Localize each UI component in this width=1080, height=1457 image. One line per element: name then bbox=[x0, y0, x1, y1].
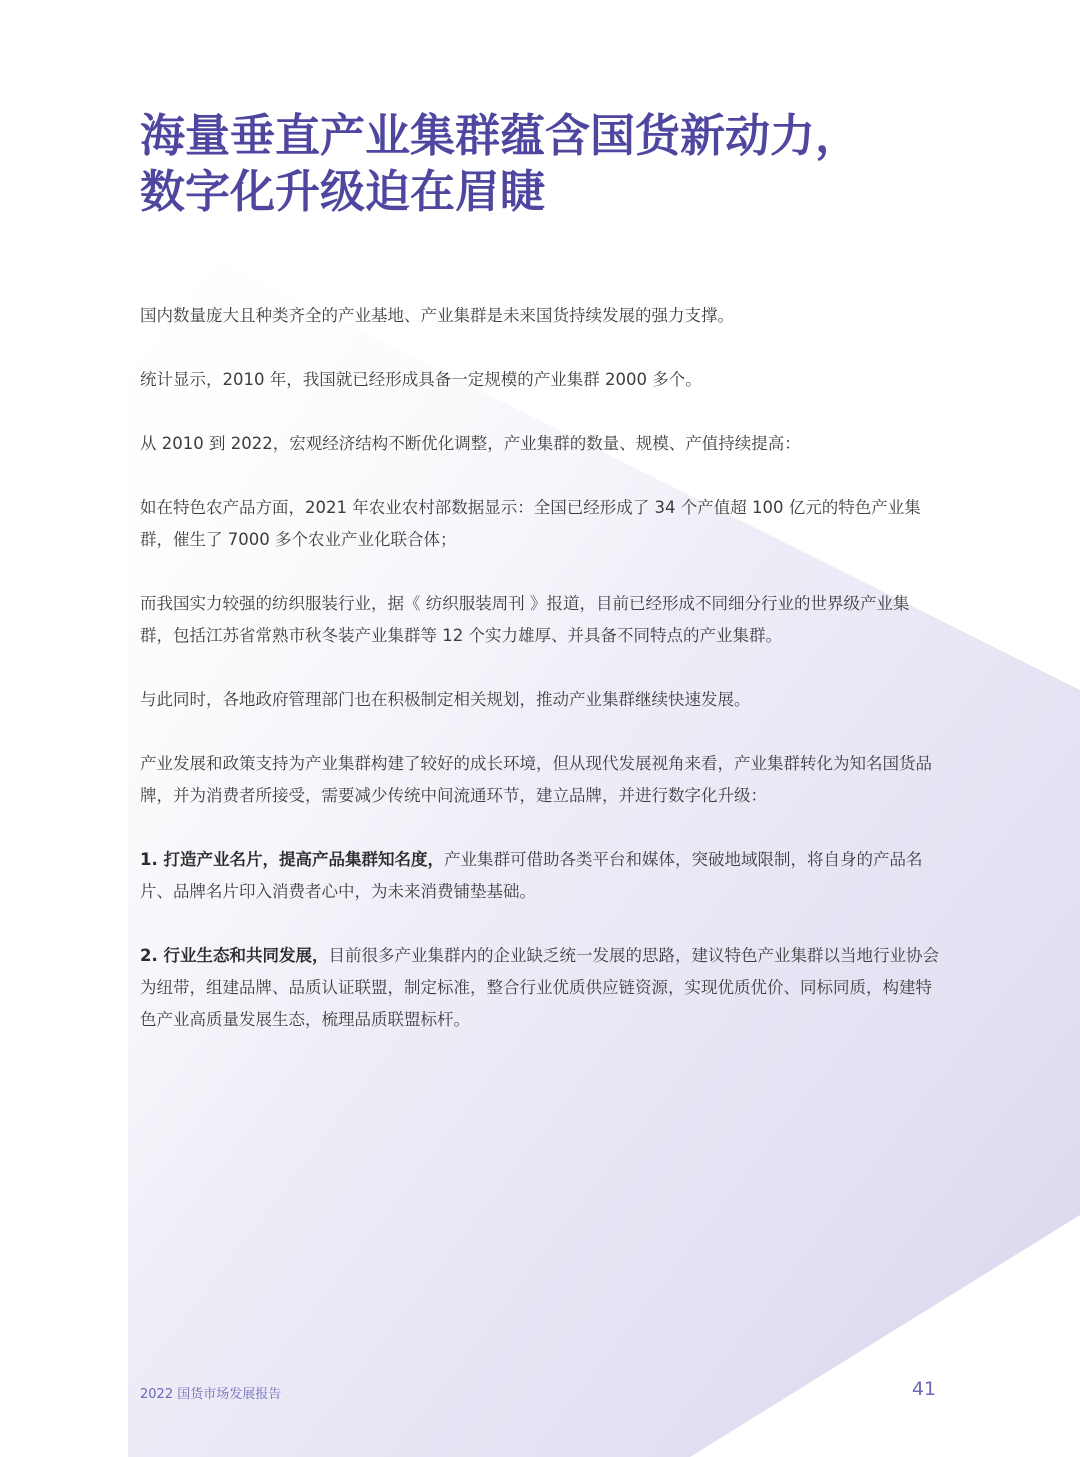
point-2-text: 目前很多产业集群内的企业缺乏统一发展的思路，建议特色产业集群以当地行业协会为纽带，组建品牌、品质认证联盟，制定标准，整合行业优质供应链资源，实现优质优价、同标同质，构建特色产业高质量发展生态，梳理品质联盟标杆。 bbox=[140, 946, 939, 1029]
paragraph-intro: 国内数量庞大且种类齐全的产业基地、产业集群是未来国货持续发展的强力支撑。 bbox=[140, 306, 734, 325]
footer-page-number: 41 bbox=[911, 1378, 936, 1400]
paragraph-textile: 而我国实力较强的纺织服装行业，据《 纺织服装周刊 》报道，目前已经形成不同细分行业的世界级产业集群，包括江苏省常熟市秋冬装产业集群等 12 个实力雄厚、并具备不同特点的产业集群。 bbox=[140, 594, 910, 645]
paragraph-digital-upgrade: 产业发展和政策支持为产业集群构建了较好的成长环境，但从现代发展视角来看，产业集群转化为知名国货品牌，并为消费者所接受，需要减少传统中间流通环节，建立品牌，并进行数字化升级： bbox=[140, 754, 932, 805]
body-text bbox=[140, 300, 940, 1068]
page-title bbox=[140, 108, 1000, 220]
point-1-heading: 1. 打造产业名片，提高产品集群知名度， bbox=[140, 850, 444, 869]
paragraph-statistics-2010: 统计显示，2010 年，我国就已经形成具备一定规模的产业集群 2000 多个。 bbox=[140, 370, 702, 389]
page-title-line-2: 数字化升级迫在眉睫 bbox=[140, 165, 546, 218]
paragraph-point-2 bbox=[140, 940, 940, 1036]
point-1-text: 产业集群可借助各类平台和媒体，突破地域限制，将自身的产品名片、品牌名片印入消费者心中，为未来消费铺垫基础。 bbox=[140, 850, 923, 901]
paragraph-agriculture: 如在特色农产品方面，2021 年农业农村部数据显示：全国已经形成了 34 个产值超 100 亿元的特色产业集群，催生了 7000 多个农业产业化联合体； bbox=[140, 498, 921, 549]
footer-report-name: 2022 国货市场发展报告 bbox=[140, 1387, 282, 1402]
page-title-line-1: 海量垂直产业集群蕴含国货新动力， bbox=[140, 109, 861, 162]
point-2-heading: 2. 行业生态和共同发展， bbox=[140, 946, 329, 965]
paragraph-point-1 bbox=[140, 844, 940, 908]
paragraph-government: 与此同时，各地政府管理部门也在积极制定相关规划，推动产业集群继续快速发展。 bbox=[140, 690, 751, 709]
paragraph-growth-2010-2022: 从 2010 到 2022，宏观经济结构不断优化调整，产业集群的数量、规模、产值持续提高： bbox=[140, 434, 801, 453]
